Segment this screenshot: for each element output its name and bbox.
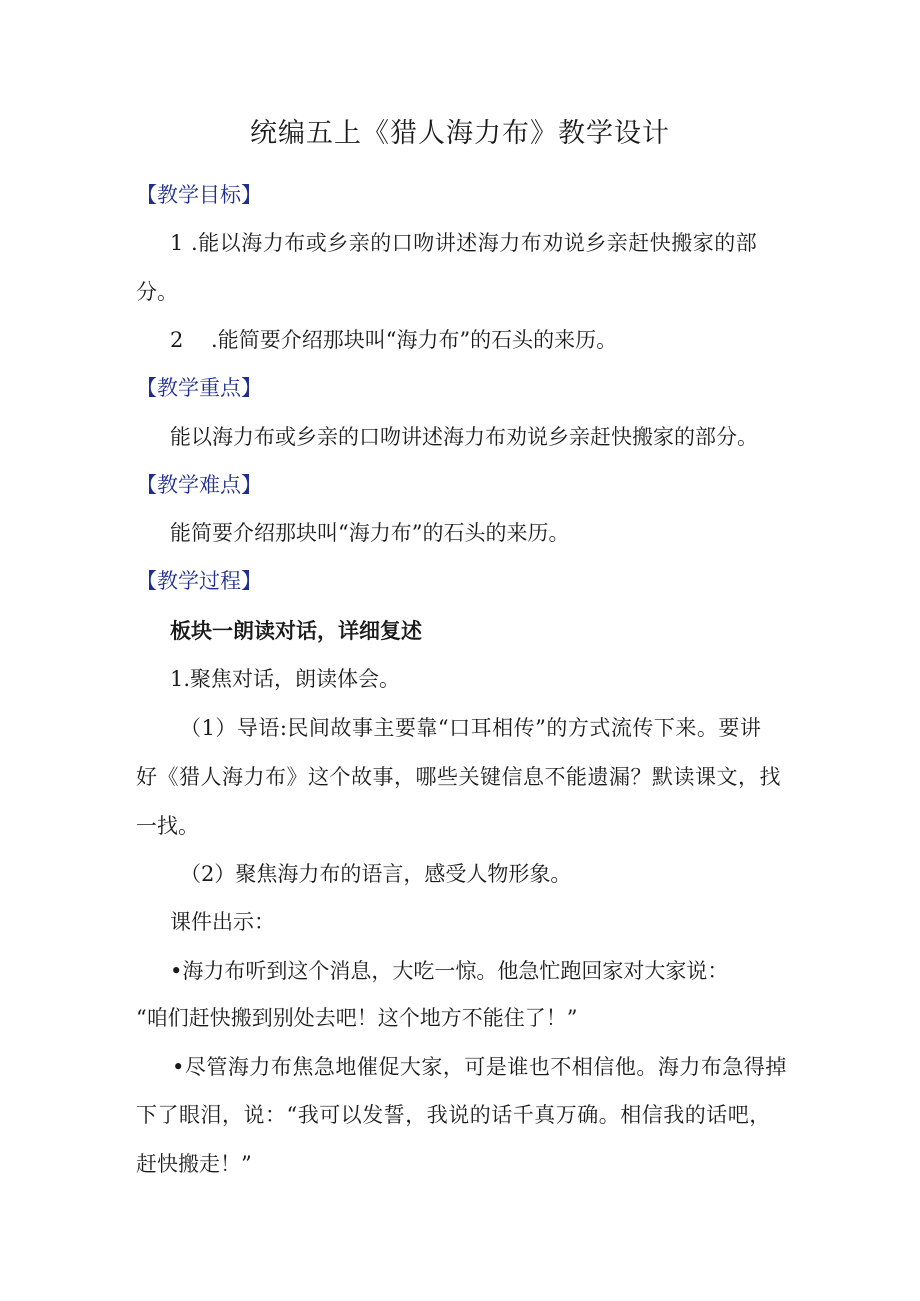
difficulties-heading: 【教学难点】 (136, 473, 262, 497)
step-1-1-line2: 好《猎人海力布》这个故事，哪些关键信息不能遗漏？默读课文，找 (136, 765, 781, 789)
step-1-1-line3: 一找。 (136, 814, 199, 838)
document-title: 统编五上《猎人海力布》教学设计 (250, 118, 670, 149)
bullet-2-line3: 赶快搬走！” (136, 1152, 252, 1176)
objective-1-line1: 1 .能以海力布或乡亲的口吻讲述海力布劝说乡亲赶快搬家的部 (170, 231, 758, 255)
key-points-text: 能以海力布或乡亲的口吻讲述海力布劝说乡亲赶快搬家的部分。 (170, 425, 758, 449)
block-1-title: 板块一朗读对话，详细复述 (170, 619, 422, 643)
process-heading: 【教学过程】 (136, 569, 262, 593)
bullet-2-line1: •尽管海力布焦急地催促大家，可是谁也不相信他。海力布急得掉 (172, 1055, 787, 1079)
objectives-heading: 【教学目标】 (136, 183, 262, 207)
key-points-heading: 【教学重点】 (136, 376, 262, 400)
bullet-1-line1: •海力布听到这个消息，大吃一惊。他急忙跑回家对大家说： (170, 959, 729, 983)
courseware-label: 课件出示： (170, 910, 275, 934)
bullet-2-line2: 下了眼泪，说：“我可以发誓，我说的话千真万确。相信我的话吧， (136, 1103, 771, 1127)
step-1-1-line1: （1）导语:民间故事主要靠“口耳相传”的方式流传下来。要讲 (180, 716, 762, 740)
step-1-2: （2）聚焦海力布的语言，感受人物形象。 (180, 862, 572, 886)
objective-2: 2 .能简要介绍那块叫“海力布”的石头的来历。 (170, 328, 618, 352)
difficulties-text: 能简要介绍那块叫“海力布”的石头的来历。 (170, 521, 570, 545)
bullet-1-line2: “咱们赶快搬到别处去吧！这个地方不能住了！” (136, 1006, 578, 1030)
step-1: 1.聚焦对话，朗读体会。 (170, 667, 401, 691)
objective-1-line2: 分。 (136, 280, 178, 304)
